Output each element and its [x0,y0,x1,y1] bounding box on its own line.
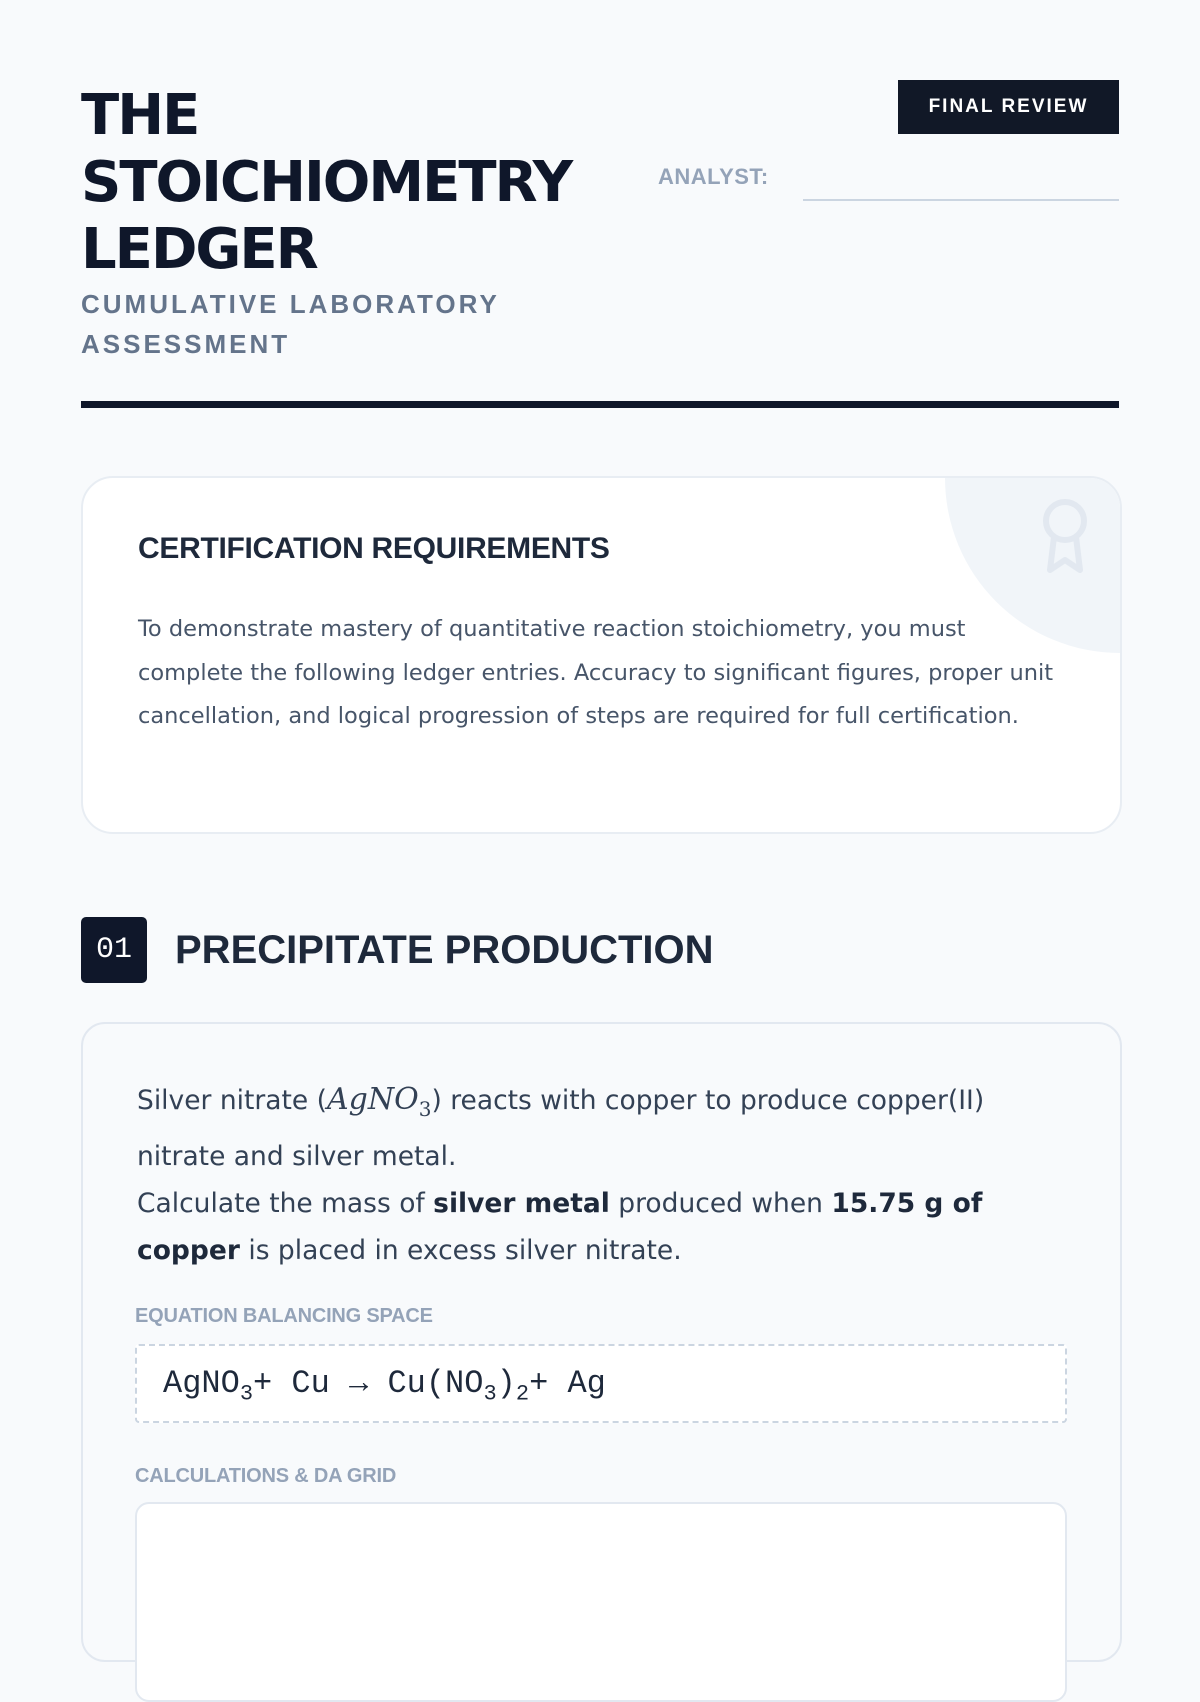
calculations-grid-field[interactable] [135,1502,1067,1702]
equation-sub-1: 3 [239,1381,254,1407]
certification-card [81,476,1122,834]
calculations-grid-label: CALCULATIONS & DA GRID [135,1465,397,1487]
question-emphasis-copper-mass: 15.75 g of copper [137,1188,983,1266]
title-line-2: STOICHIOMETRY [81,150,572,215]
equation-sub-2: 3 [483,1381,497,1407]
section-title: PRECIPITATE PRODUCTION [175,928,714,972]
question-emphasis-silver: silver metal [433,1188,610,1219]
question-text-after: is placed in excess silver nitrate. [239,1235,682,1266]
header-divider [81,401,1119,408]
certification-body: To demonstrate mastery of quantitative reaction stoichiometry, you must complete the following ledger entries. Accuracy to significant figures, proper unit cancellation, and logical progression of steps are required for full certification. [138,616,1054,729]
formula-subscript: 3 [418,1097,432,1121]
equation-part-4: + Ag [529,1365,606,1402]
subtitle-line-1: CUMULATIVE LABORATORY [81,289,500,319]
analyst-name-field[interactable] [803,199,1119,201]
intro-text-before: Silver nitrate ( [137,1085,327,1116]
intro-text-after: ) reacts with copper to produce copper(II) nitrate and silver metal. [137,1085,985,1172]
subtitle-line-2: ASSESSMENT [81,329,291,359]
analyst-label: ANALYST: [658,164,769,189]
equation-space-label: EQUATION BALANCING SPACE [135,1305,433,1327]
equation-part-2: + Cu → Cu(NO [253,1365,484,1402]
page-title [81,82,621,283]
formula-main: AgNO [327,1082,419,1117]
page-subtitle [81,284,541,364]
award-ribbon-icon [1038,496,1092,574]
equation-part-3: ) [496,1365,516,1402]
section-number: 01 [81,917,147,983]
silver-nitrate-formula [327,1082,432,1121]
problem-statement [137,1076,1077,1274]
final-review-badge: FINAL REVIEW [898,80,1119,134]
title-line-3: LEDGER [81,217,317,282]
equation-sub-3: 2 [515,1381,530,1407]
equation-part-1: AgNO [163,1365,240,1402]
certification-title: CERTIFICATION REQUIREMENTS [138,532,610,565]
question-text-middle: produced when [609,1188,832,1219]
question-text-before: Calculate the mass of [137,1188,434,1219]
title-line-1: THE [81,83,199,148]
ledger-header [81,0,1119,408]
equation-balancing-field[interactable] [135,1344,1067,1423]
